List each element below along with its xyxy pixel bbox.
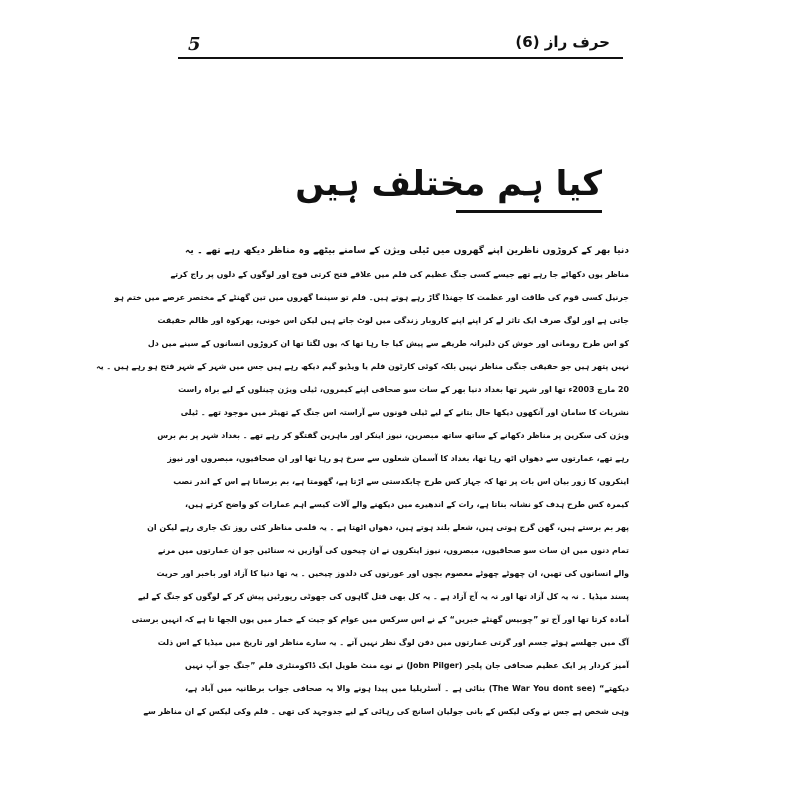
running-head: حرف راز (6) [515,33,610,51]
body-line: دنیا بھر کے کروڑوں ناظرین اپنے گھروں میں ٹیلی ویژن کے سامنے بیٹھے وہ مناظر دیکھ رہے تھے ۔ یہ [185,246,629,256]
body-line: تمام دنوں میں ان سات سو صحافیوں، مبصروں، نیوز اینکروں نے ان چیخوں کی آوازیں نہ سنائیں جو ان عمارتوں میں مرنے [158,546,629,555]
body-line: دیکھتے“ (The War You dont see) بنائی ہے ۔ آسٹریلیا میں پیدا ہونے والا یہ صحافی جواب برطانیہ میں آباد ہے، [185,684,629,693]
body-line: اینکروں کا زور بیان اس بات پر تھا کہ جہاز کس طرح چابکدستی سے اڑتا ہے، گھومتا ہے، بم برساتا ہے اس کے اندر نصب [173,477,629,486]
body-line: آگ میں جھلسے ہوئے جسم اور گرتی عمارتوں میں دفن لوگ نظر نہیں آتے ۔ یہ سارے مناظر اور تاریخ میں میڈیا کے اس ذلت [157,638,629,647]
body-line: کیمرہ کس طرح ہدف کو نشانہ بناتا ہے، رات کے اندھیرے میں دیکھنے والے آلات کیسے اہم عمارات کو واضح کرتے ہیں، [185,500,629,509]
body-line: آمیز کردار پر ایک عظیم صحافی جان پلجر (Jobn Pilger) نے نوے منٹ طویل ایک ڈاکومنٹری فلم ”جنگ جو آپ نہیں [185,661,629,670]
body-line: پھر بم برستے ہیں، گھن گرج ہوتی ہیں، شعلے بلند ہوتے ہیں، دھواں اٹھتا ہے ۔ یہ فلمی مناظر کئی روز تک جاری رہے لیکن ان [147,523,629,532]
body-line: نہیں پتھر ہیں جو حقیقی جنگی مناظر نہیں بلکہ کوئی کارٹون فلم یا ویڈیو گیم دیکھ رہے ہیں جس میں شہر کے شہر فتح ہو رہے ہیں ۔ یہ [96,362,629,371]
body-line: کو اس طرح رومانی اور خوش کن دلیرانہ طریقے سے پیش کیا جا رہا تھا کہ یوں لگتا تھا ان کروڑوں انسانوں کے سینے میں دل [147,339,629,348]
body-line: جاتی ہے اور لوگ صرف ایک تاثر لے کر اپنے اپنے کاروبار زندگی میں لوٹ جاتے ہیں لیکن اس خونی، بھرکوہ اور ظالم حقیقت [157,316,629,325]
header-rule [178,57,623,59]
title-underline [456,210,602,213]
article-title-block [295,160,602,213]
body-line: جرنیل کسی قوم کی طاقت اور عظمت کا جھنڈا گاڑ رہے ہوتے ہیں۔ فلم تو سینما گھروں میں تین گھنٹے کے مختصر عرصے میں ختم ہو [114,293,629,302]
body-line: رہے تھے، عمارتوں سے دھواں اٹھ رہا تھا، بغداد کا آسمان شعلوں سے سرخ ہو رہا تھا اور ان صحافیوں، مبصروں اور نیوز [167,454,629,463]
page-number: 5 [188,34,201,55]
body-line: آمادہ کرتا تھا اور آج تو ”چوبیس گھنٹے خبریں“ کے نے اس سرکس میں عوام کو جیت کے خمار میں یوں الجھا تا ہے کہ انہیں برستی [131,615,629,624]
body-line: پسند میڈیا ۔ نہ یہ کل آزاد تھا اور نہ یہ آج آزاد ہے ۔ یہ کل بھی قتل گاہوں کی جھوٹی رپورٹیں پیش کر کے لوگوں کو جنگ کے لیے [138,592,629,601]
article-title: کیا ہم مختلف ہیں [295,164,602,204]
body-line: والے انسانوں کی تھیں، ان چھوٹے چھوٹے معصوم بچوں اور عورتوں کی دلدوز چیخیں ۔ یہ تھا دنیا کا آزاد اور باخبر اور حریت [156,569,629,578]
body-line: مناظر یوں دکھائے جا رہے تھے جیسے کسی جنگ عظیم کی فلم میں علاقے فتح کرتی فوج اور لوگوں کے دلوں پر راج کرتے [170,270,629,279]
body-line: وہی شخص ہے جس نے وکی لیکس کے بانی جولیان اسانج کی رہائی کے لیے جدوجہد کی تھی ۔ فلم وکی لیکس کے ان مناظر سے [143,707,629,716]
article-body [96,240,629,723]
body-line: 20 مارچ 2003ء تھا اور شہر تھا بغداد دنیا بھر کے سات سو صحافی اپنے کیمروں، ٹیلی ویژن چینلوں کے لیے براہ راست [178,385,629,394]
body-line: نشریات کا سامان اور آنکھوں دیکھا حال بتانے کے لیے ٹیلی فونوں سے آراستہ اس جنگ کے تھیٹر میں موجود تھے ۔ ٹیلی [180,408,629,417]
body-line: ویژن کی سکرین پر مناظر دکھانے کے ساتھ ساتھ مبصرین، نیوز اینکر اور ماہرین گفتگو کر رہے تھے ۔ بغداد شہر پر بم برس [157,431,629,440]
